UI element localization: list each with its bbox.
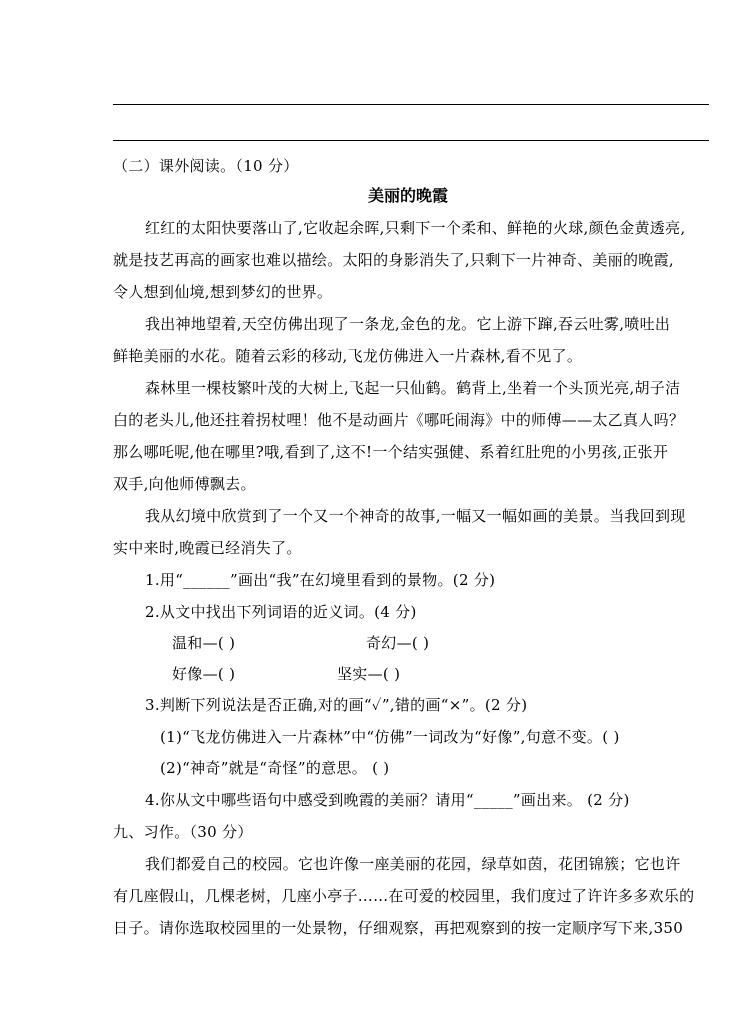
text-line: 我从幻境中欣赏到了一个又一个神奇的故事,一幅又一幅如画的美景。当我回到现 [145,507,686,525]
answer-line-1 [113,104,709,105]
answer-line-2 [113,140,709,141]
writing-section-heading: 九、习作。（30 分） [113,823,253,841]
text-line: 就是技艺再高的画家也难以描绘。太阳的身影消失了,只剩下一片神奇、美丽的晚霞, [113,251,674,269]
q2-item-like: 好像—( ) [172,665,236,683]
question-3-statement-1: (1)“飞龙仿佛进入一片森林”中“仿佛”一词改为“好像”,句意不变。( ) [160,728,620,746]
text-line: 我出神地望着,天空仿佛出现了一条龙,金色的龙。它上游下蹿,吞云吐雾,喷吐出 [145,315,671,333]
text-line: 那么哪吒呢,他在哪里?哦,看到了,这不!一个结实强健、系着红肚兜的小男孩,正张开 [113,443,669,461]
question-3-statement-2: (2)“神奇”就是“奇怪”的意思。 ( ) [160,759,390,777]
text-line: 有几座假山，几棵老树，几座小亭子……在可爱的校园里，我们度过了许许多多欢乐的 [113,887,695,905]
question-1: 1.用“______”画出“我”在幻境里看到的景物。(2 分) [145,571,496,589]
question-3: 3.判断下列说法是否正确,对的画“✓”,错的画“×”。(2 分) [145,696,528,714]
text-line: 令人想到仙境,想到梦幻的世界。 [113,283,333,301]
q2-item-solid: 坚实—( ) [337,665,401,683]
question-4: 4.你从文中哪些语句中感受到晚霞的美丽？请用“_____”画出来。 (2 分) [145,791,630,809]
text-line: 白的老头儿,他还拄着拐杖哩！他不是动画片《哪吒闹海》中的师傅——太乙真人吗？ [113,411,685,429]
passage-title: 美丽的晚霞 [368,186,449,205]
text-line: 鲜艳美丽的水花。随着云彩的移动,飞龙仿佛进入一片森林,看不见了。 [113,347,583,365]
text-line: 日子。请你选取校园里的一处景物，仔细观察，再把观察到的按一定顺序写下来,350 [113,919,684,937]
text-line: 森林里一棵枝繁叶茂的大树上,飞起一只仙鹤。鹤背上,坐着一个头顶光亮,胡子洁 [145,379,681,397]
text-line: 红红的太阳快要落山了,它收起余晖,只剩下一个柔和、鲜艳的火球,颜色金黄透亮, [145,219,686,237]
text-line: 我们都爱自己的校园。它也许像一座美丽的花园，绿草如茵，花团锦簇；它也许 [145,855,681,873]
q2-item-warm: 温和—( ) [172,634,236,652]
question-2: 2.从文中找出下列词语的近义词。(4 分) [145,603,417,621]
q2-item-fantasy: 奇幻—( ) [366,634,430,652]
reading-section-heading: （二）课外阅读。（10 分） [113,157,299,175]
text-line: 实中来时,晚霞已经消失了。 [113,539,302,557]
text-line: 双手,向他师傅飘去。 [113,475,256,493]
